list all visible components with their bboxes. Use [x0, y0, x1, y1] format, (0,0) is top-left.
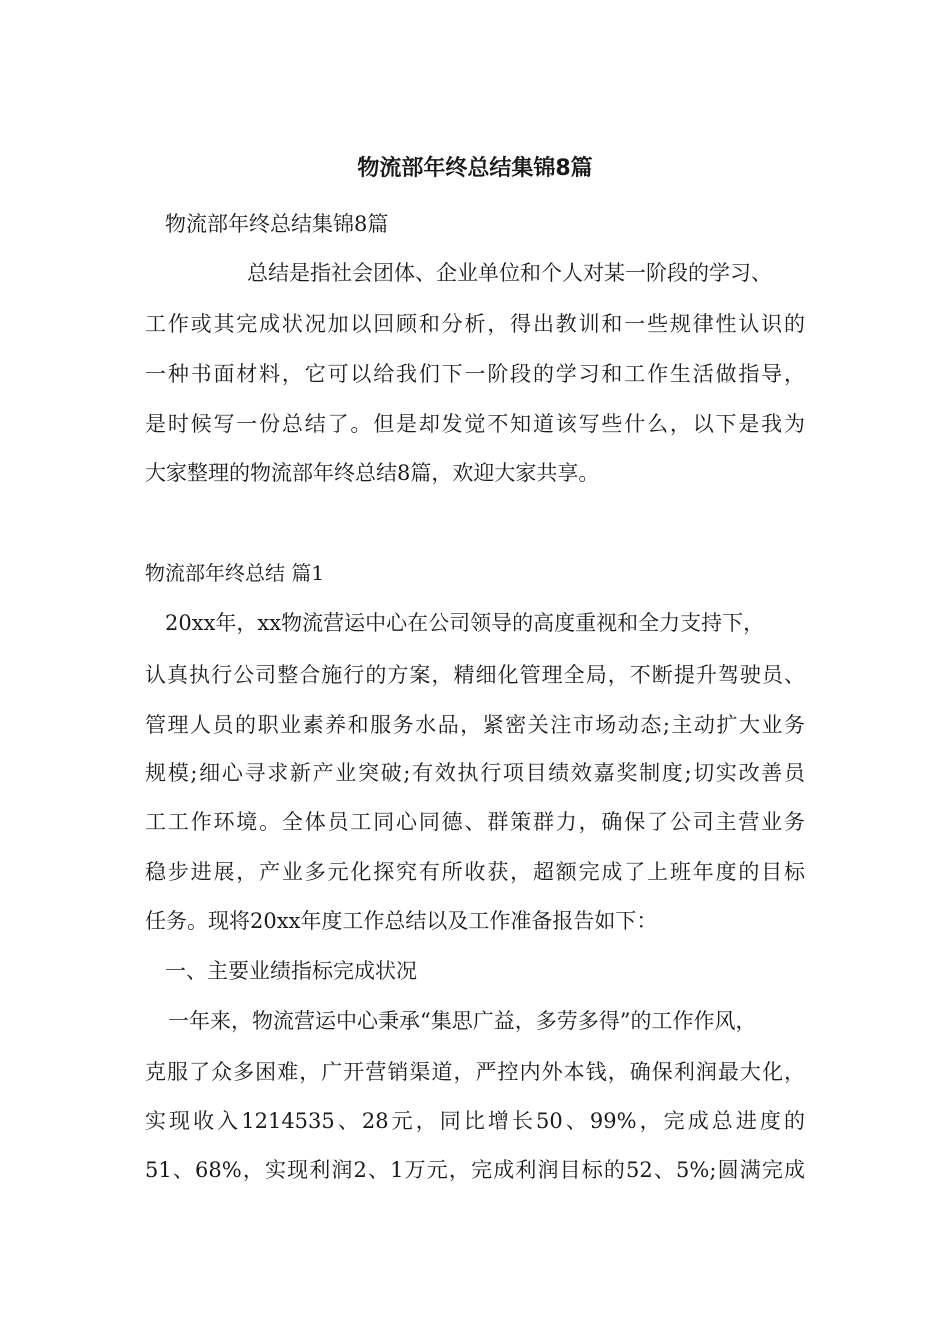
paragraph-line: 一年来，物流营运中心秉承“集思广益，多劳多得”的工作作风，	[168, 1009, 757, 1033]
paragraph-line: 规模;细心寻求新产业突破;有效执行项目绩效嘉奖制度;切实改善员	[145, 761, 805, 785]
document-title: 物流部年终总结集锦8篇	[357, 156, 593, 181]
intro-line: 总结是指社会团体、企业单位和个人对某一阶段的学习、	[247, 261, 772, 285]
paragraph-line: 克服了众多困难，广开营销渠道，严控内外本钱，确保利润最大化，	[145, 1060, 805, 1084]
intro-line: 工作或其完成状况加以回顾和分析，得出教训和一些规律性认识的	[145, 312, 805, 336]
paragraph-line: 管理人员的职业素养和服务水品，紧密关注市场动态;主动扩大业务	[145, 713, 805, 737]
paragraph-line: 51、68%，实现利润2、1万元，完成利润目标的52、5%;圆满完成	[145, 1158, 805, 1182]
paragraph-line: 任务。现将20xx年度工作总结以及工作准备报告如下：	[145, 909, 658, 933]
document-subtitle: 物流部年终总结集锦8篇	[165, 212, 389, 236]
paragraph-line: 20xx年，xx物流营运中心在公司领导的高度重视和全力支持下，	[165, 611, 765, 635]
paragraph-line: 工工作环境。全体员工同心同德、群策群力，确保了公司主营业务	[145, 810, 805, 834]
section-heading: 物流部年终总结 篇1	[145, 561, 325, 585]
intro-line: 大家整理的物流部年终总结8篇，欢迎大家共享。	[145, 461, 600, 485]
intro-line: 一种书面材料，它可以给我们下一阶段的学习和工作生活做指导，	[145, 362, 805, 386]
paragraph-line: 认真执行公司整合施行的方案，精细化管理全局，不断提升驾驶员、	[145, 663, 805, 687]
paragraph-line: 稳步进展，产业多元化探究有所收获，超额完成了上班年度的目标	[145, 860, 805, 884]
intro-line: 是时候写一份总结了。但是却发觉不知道该写些什么，以下是我为	[145, 412, 805, 436]
subheading: 一、主要业绩指标完成状况	[165, 959, 417, 983]
paragraph-line: 实现收入1214535、28元，同比增长50、99%，完成总进度的	[145, 1109, 805, 1133]
